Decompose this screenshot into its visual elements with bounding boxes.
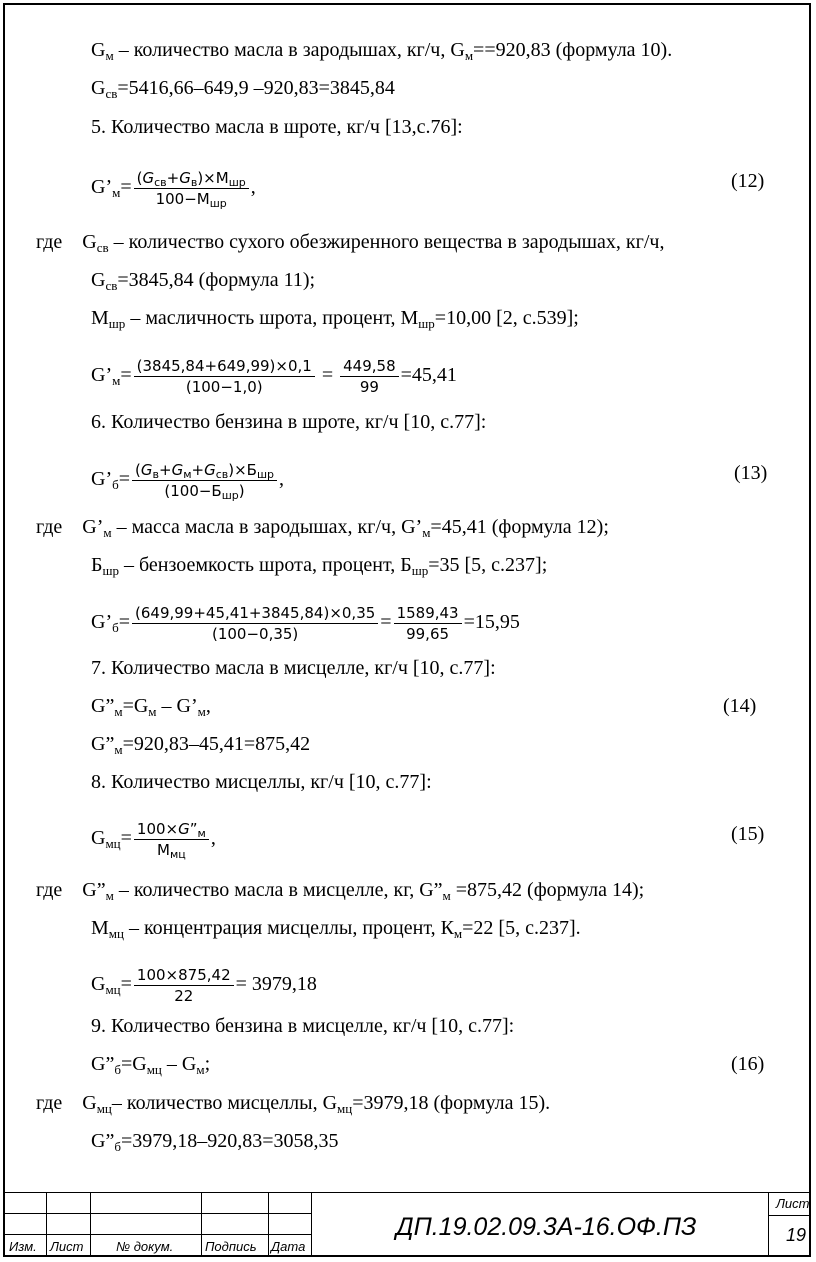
text-line: $G_м$ – количество масла в зародышах, кг/ч, $G_м==920,83$ (формула 10). <box>91 39 673 63</box>
label-sheet: Лист <box>776 1196 810 1211</box>
text-line: где $G_{св}$ – количество сухого обезжиренного вещества в зародышах, кг/ч, <box>36 231 665 255</box>
equation-number: (14) <box>723 695 757 717</box>
text-line: где $G’_м$ – масса масла в зародышах, кг/ч, $G’_м=45,41$ (формула 12); <box>36 516 609 540</box>
text-line: где $G”_м$ – количество масла в мисцелле, кг, $G”_м =875,42$ (формула 14); <box>36 879 645 903</box>
text-line: 8. Количество мисцеллы, кг/ч [10, с.77]: <box>91 771 432 793</box>
formula-16: $G”_б=G_{мц} - G_м$; <box>91 1053 211 1077</box>
document-code: ДП.19.02.09.3А-16.ОФ.ПЗ <box>396 1213 697 1241</box>
label-list: Лист <box>50 1239 84 1254</box>
label-izm: Изм. <box>9 1239 37 1254</box>
text-line: $М_{мц}$ – концентрация мисцеллы, процент, $К_м=22$ [5, с.237]. <box>91 917 581 941</box>
text-line: 9. Количество бензина в мисцелле, кг/ч [10, с.77]: <box>91 1015 515 1037</box>
equation-number: (16) <box>731 1053 765 1075</box>
equation-number: (12) <box>731 170 765 192</box>
text-line: $G_{св}=5416,66-649,9$ –920,83=3845,84 <box>91 77 395 101</box>
formula-14: $G”_м=G_м$ – $G’_м$, <box>91 695 211 719</box>
text-line: 5. Количество масла в шроте, кг/ч [13,с.76]: <box>91 116 463 138</box>
formula-13: $G’_б=$ $\frac{(G_в+G_м+G_{св})\times Б_{шр}}{(100-Б_{шр})}$ , <box>91 461 285 502</box>
formula-15: $G_{мц}=$ $\frac{100\times G”_м}{М_{мц}}$ , <box>91 820 216 861</box>
formula-12: $G’_м=$ $\frac{(G_{св}+G_в)\times М_{шр}}{100-М_{шр}}$ , <box>91 169 256 210</box>
text-line: где $G_{мц}-$ количество мисцеллы, $G_{мц}=3979,18$ (формула 15). <box>36 1092 551 1116</box>
equation-number: (15) <box>731 823 765 845</box>
text-line: 6. Количество бензина в шроте, кг/ч [10, с.77]: <box>91 411 487 433</box>
formula-13-calc: $G’_б=$ $\frac{(649,99+45,41+3845,84)\times 0,35}{(100-0,35)}$ = $\frac{1589,43}{99,65}$ =15,95 <box>91 604 520 643</box>
divider <box>769 1215 811 1216</box>
text-line: $G”_м=920,83-45,41=875,42$ <box>91 733 311 757</box>
formula-12-calc: $G’_м=$ $\frac{(3845,84+649,99)\times 0,1}{(100-1,0)}$ = $\frac{449,58}{99}$ =45,41 <box>91 357 457 396</box>
text-line: $Б_{шр}$ – бензоемкость шрота, процент, $Б_{шр}=35$ [5, с.237]; <box>91 554 548 578</box>
title-block <box>3 1192 811 1257</box>
label-doc-no: № докум. <box>116 1239 174 1254</box>
text-line: $М_{шр}$ – масличность шрота, процент, $М_{шр}=10,00$ [2, с.539]; <box>91 307 579 331</box>
text-line: $G”_б=3979,18-920,83=3058,35$ <box>91 1130 339 1154</box>
text-line: 7. Количество масла в мисцелле, кг/ч [10, с.77]: <box>91 657 496 679</box>
label-date: Дата <box>271 1239 306 1254</box>
label-sign: Подпись <box>205 1239 257 1254</box>
text-line: $G_{св}=3845,84$ (формула 11); <box>91 269 316 293</box>
formula-15-calc: $G_{мц}=$ $\frac{100\times 875,42}{22}$ = 3979,18 <box>91 966 317 1005</box>
equation-number: (13) <box>734 462 768 484</box>
sheet-number: 19 <box>786 1225 807 1245</box>
